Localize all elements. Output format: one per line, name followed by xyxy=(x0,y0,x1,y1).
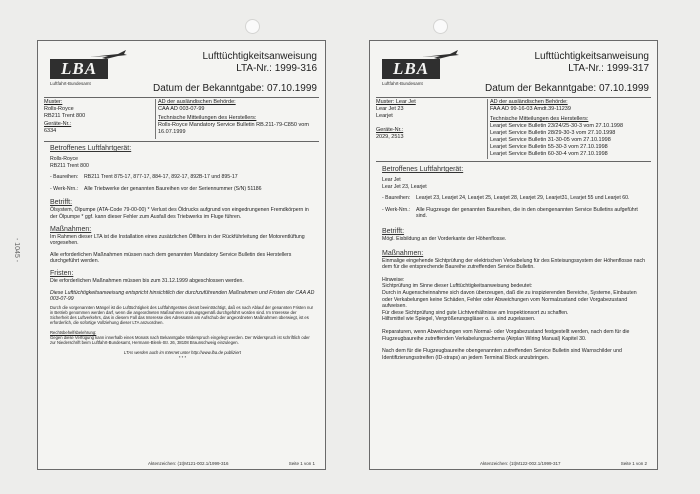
massnahmen-text-1: Im Rahmen dieser LTA ist die Installation eines zusätzlichen Ölfilters in der Rückführleitung der Motorentlüftung vorgesehen. xyxy=(50,233,305,247)
vollziehung-note: Durch die vorgenannten Mängel ist die Lufttüchtigkeit des Luftfahrtgerätes derart beeinträchtigt, daß es nach Ablauf der genannten Fristen nur in Betrieb genommen werden darf, wenn die angeordneten Maßnahmen ordnungsgemäß durchgeführt worden sind. Im Interesse der Sicherheit des Luftverkehrs, das in diesem Fall das Interesse des Adressaten am Aufschub der angeordneten Maßnahmen überwiegt, ist es erforderlich, die sofortige Vollziehung dieser LTA anzuordnen. xyxy=(50,304,314,326)
muster-label: Muster: Lear Jet xyxy=(376,99,416,105)
muster-value: Rolls-Royce RB211 Trent 800 xyxy=(44,106,86,119)
divider xyxy=(44,97,319,98)
baureihen-value: Learjet 23, Learjet 24, Learjet 25, Learjet 28, Learjet 29, Learjet31, Learjet 55 und Learjet 60. xyxy=(416,195,630,202)
baureihen-row xyxy=(50,174,315,181)
ad-value: CAA AD 003-07-99 xyxy=(158,106,205,112)
betrifft-text: Ölsystem, Ölpumpe (ATA-Code 79-00-00) * Verlust des Öldrucks aufgrund von eingedrungenen Fremdkörpern in der Ölpumpe * ggf. kann dieser Fehler zum Ausfall des Triebwerks im Fluge führen. xyxy=(50,207,309,220)
werknr-value: Alle Triebwerke der genannten Baureihen vor der Seriennummer (S/N) 51186 xyxy=(84,185,262,192)
aktenzeichen: Aktenzeichen: (1t)M121-002.1/1999-316 xyxy=(148,461,229,466)
header-info-grid xyxy=(44,99,319,139)
lta-page-1999-317 xyxy=(369,40,658,470)
tech-value: Rolls-Royce Mandatory Service Bulletin RB.211-79-C850 vom 16.07.1999 xyxy=(158,122,309,135)
geraete-value: 6334 xyxy=(44,128,57,134)
massnahmen-heading: Maßnahmen: xyxy=(50,225,92,233)
page-side-mark: - 1045 - xyxy=(13,238,20,263)
betrifft-heading: Betrifft: xyxy=(382,227,405,235)
publication-date: Datum der Bekanntgabe: 07.10.1999 xyxy=(152,83,317,94)
publication-date: Datum der Bekanntgabe: 07.10.1999 xyxy=(484,83,649,94)
betroffen-value: Rolls-Royce RB211 Trent 800 xyxy=(50,156,89,169)
punch-hole-left xyxy=(245,19,260,34)
massnahmen-text-1: Einmalige eingehende Sichtprüfung der elektrischen Verkabelung für des Enteisungssystem der Höhenflosse nach dem für die entsprechende Baureihe zutreffenden Service Bulletin. xyxy=(382,257,645,271)
tech-label: Technische Mitteilungen des Herstellers: xyxy=(490,116,589,122)
baureihen-value: RB211 Trent 875-17, 877-17, 884-17, 892-17, 892B-17 und 895-17 xyxy=(84,174,238,181)
divider xyxy=(376,97,651,98)
logo-lettering: LBA xyxy=(382,59,440,79)
document-title: Lufttüchtigkeitsanweisung xyxy=(202,51,317,62)
ad-label: AD der ausländischen Behörde: xyxy=(490,99,568,105)
logo-subtitle: Luftfahrt-Bundesamt xyxy=(382,81,423,86)
betroffen-heading: Betroffenes Luftfahrtgerät: xyxy=(50,145,132,152)
werknr-row xyxy=(50,186,315,193)
rechtsbehelf-heading: Rechtsbehelfsbelehrung: xyxy=(50,329,97,335)
caa-note: Diese Lufttüchtigkeitsanweisung entspricht hinsichtlich der durchzuführenden Maßnahmen und Fristen der CAA AD 003-07-99 xyxy=(50,289,315,303)
massnahmen-text-3: Nach dem für die Flugzeugbaureihe obengenannten zutreffenden Service Bulletin sind Warnschilder und Identifizierungsstreifen (ID-straps) an jedem Terminal Block anzubringen. xyxy=(382,348,622,361)
muster-value: Lear Jet 23 Learjet xyxy=(376,106,404,119)
document-title: Lufttüchtigkeitsanweisung xyxy=(534,51,649,62)
werknr-value: Alle Flugzeuge der genannten Baureihen, die in den obengenannten Service Bulletins aufgeführt sind. xyxy=(416,206,638,220)
tech-value: Learjet Service Bulletin 23/24/25-30-3 vom 27.10.1998 Learjet Service Bulletin 28/29-30-3 vom 27.10.1998 Learjet Service Bulletin 31-30-05 vom 27.10.1998 Learjet Service Bulletin 55-30-3 vom 27.10.1998 Learjet Service Bulletin 60-30-4 vom 27.10.1998 xyxy=(490,123,624,157)
betroffen-value: Lear Jet Lear Jet 23, Learjet xyxy=(382,177,427,190)
grid-divider xyxy=(487,99,488,159)
ad-value: FAA AD 99-16-03 Amdt.39-11239 xyxy=(490,106,571,112)
divider xyxy=(376,161,651,162)
lta-number: LTA-Nr.: 1999-316 xyxy=(236,63,317,74)
massnahmen-text-2: Alle erforderlichen Maßnahmen müssen nach dem genannten Mandatory Service Bulletin des Herstellers durchgeführt werden. xyxy=(50,251,292,265)
lta-page-1999-316 xyxy=(37,40,326,470)
baureihen-label: - Baureihen: xyxy=(50,174,79,181)
massnahmen-text-2: Reparaturen, wenn Abweichungen vom Normal- oder Vorgabezustand festgestellt werden, nach dem für die Flugzeugbaureihe zutreffenden Verkabelungsschema (Airplan Wiring Manual) Kapitel 30. xyxy=(382,328,630,342)
page-number: Seite 1 von 1 xyxy=(288,461,315,466)
betrifft-heading: Betrifft: xyxy=(50,199,73,207)
fristen-heading: Fristen: xyxy=(50,269,74,277)
fristen-text: Die erforderlichen Maßnahmen müssen bis zum 31.12.1999 abgeschlossen werden. xyxy=(50,277,244,284)
lta-number: LTA-Nr.: 1999-317 xyxy=(568,63,649,74)
lta-body xyxy=(382,165,647,361)
grid-divider xyxy=(155,99,156,139)
werknr-label: - Werk-Nrn.: xyxy=(382,206,411,213)
massnahmen-heading: Maßnahmen: xyxy=(382,249,424,257)
lba-logo xyxy=(50,49,128,89)
baureihen-row xyxy=(382,195,647,202)
lba-logo xyxy=(382,49,460,89)
muster-label: Muster: xyxy=(44,99,63,105)
punch-hole-right xyxy=(433,19,448,34)
header-info-grid xyxy=(376,99,651,159)
werknr-row xyxy=(382,207,647,220)
werknr-label: - Werk-Nrn.: xyxy=(50,185,79,192)
betrifft-text: Mögl. Eisbildung an der Vorderkante der Höhenflosse. xyxy=(382,235,507,242)
geraete-label: Geräte-Nr.: xyxy=(376,127,404,133)
geraete-label: Geräte-Nr.: xyxy=(44,121,72,127)
lta-body xyxy=(50,144,315,361)
logo-lettering: LBA xyxy=(50,59,108,79)
page-number: Seite 1 von 2 xyxy=(620,461,647,466)
hinweis-text: Hinweise: Sichtprüfung im Sinne dieser Lufttüchtigkeitsanweisung bedeutet: Durch in Augenscheinnahme sich davon überzeugen, daß die zu inspizierenden Bereiche, Systeme, Einbauten oder Verkabelungen keine Schäden, Fehler oder Abweichungen vom Normalzustand oder Vorgabezustand aufweisen. Für diese Sichtprüfung sind gute Lichtverhältnisse am Inspektionsort zu schaffen. Hilfsmittel wie Spiegel, Vergrößerungsgläser o. ä. sind zugelassen. xyxy=(382,276,637,323)
baureihen-label: - Baureihen: xyxy=(382,195,411,202)
geraete-value: 2029, 2513 xyxy=(376,134,404,140)
end-stars: * * * xyxy=(178,355,187,361)
betroffen-heading: Betroffenes Luftfahrtgerät: xyxy=(382,166,464,173)
rechtsbehelf-text: Gegen diese Verfügung kann innerhalb eines Monats nach Bekanntgabe Widerspruch eingelegt werden. Der Widerspruch ist schriftlich oder zur Niederschrift beim Luftfahrt-Bundesamt, Hermann-Blenk-Str. 26, 38108 Braunschweig einzulegen. xyxy=(50,334,310,345)
divider xyxy=(44,141,319,142)
tech-label: Technische Mitteilungen des Herstellers: xyxy=(158,115,257,121)
ad-label: AD der ausländischen Behörde: xyxy=(158,99,236,105)
internet-note: LTAs werden auch im Internet unter http://www.lba.de publiziert xyxy=(124,350,241,356)
aktenzeichen: Aktenzeichen: (1t)M122-002.1/1999-317 xyxy=(480,461,561,466)
logo-subtitle: Luftfahrt-Bundesamt xyxy=(50,81,91,86)
